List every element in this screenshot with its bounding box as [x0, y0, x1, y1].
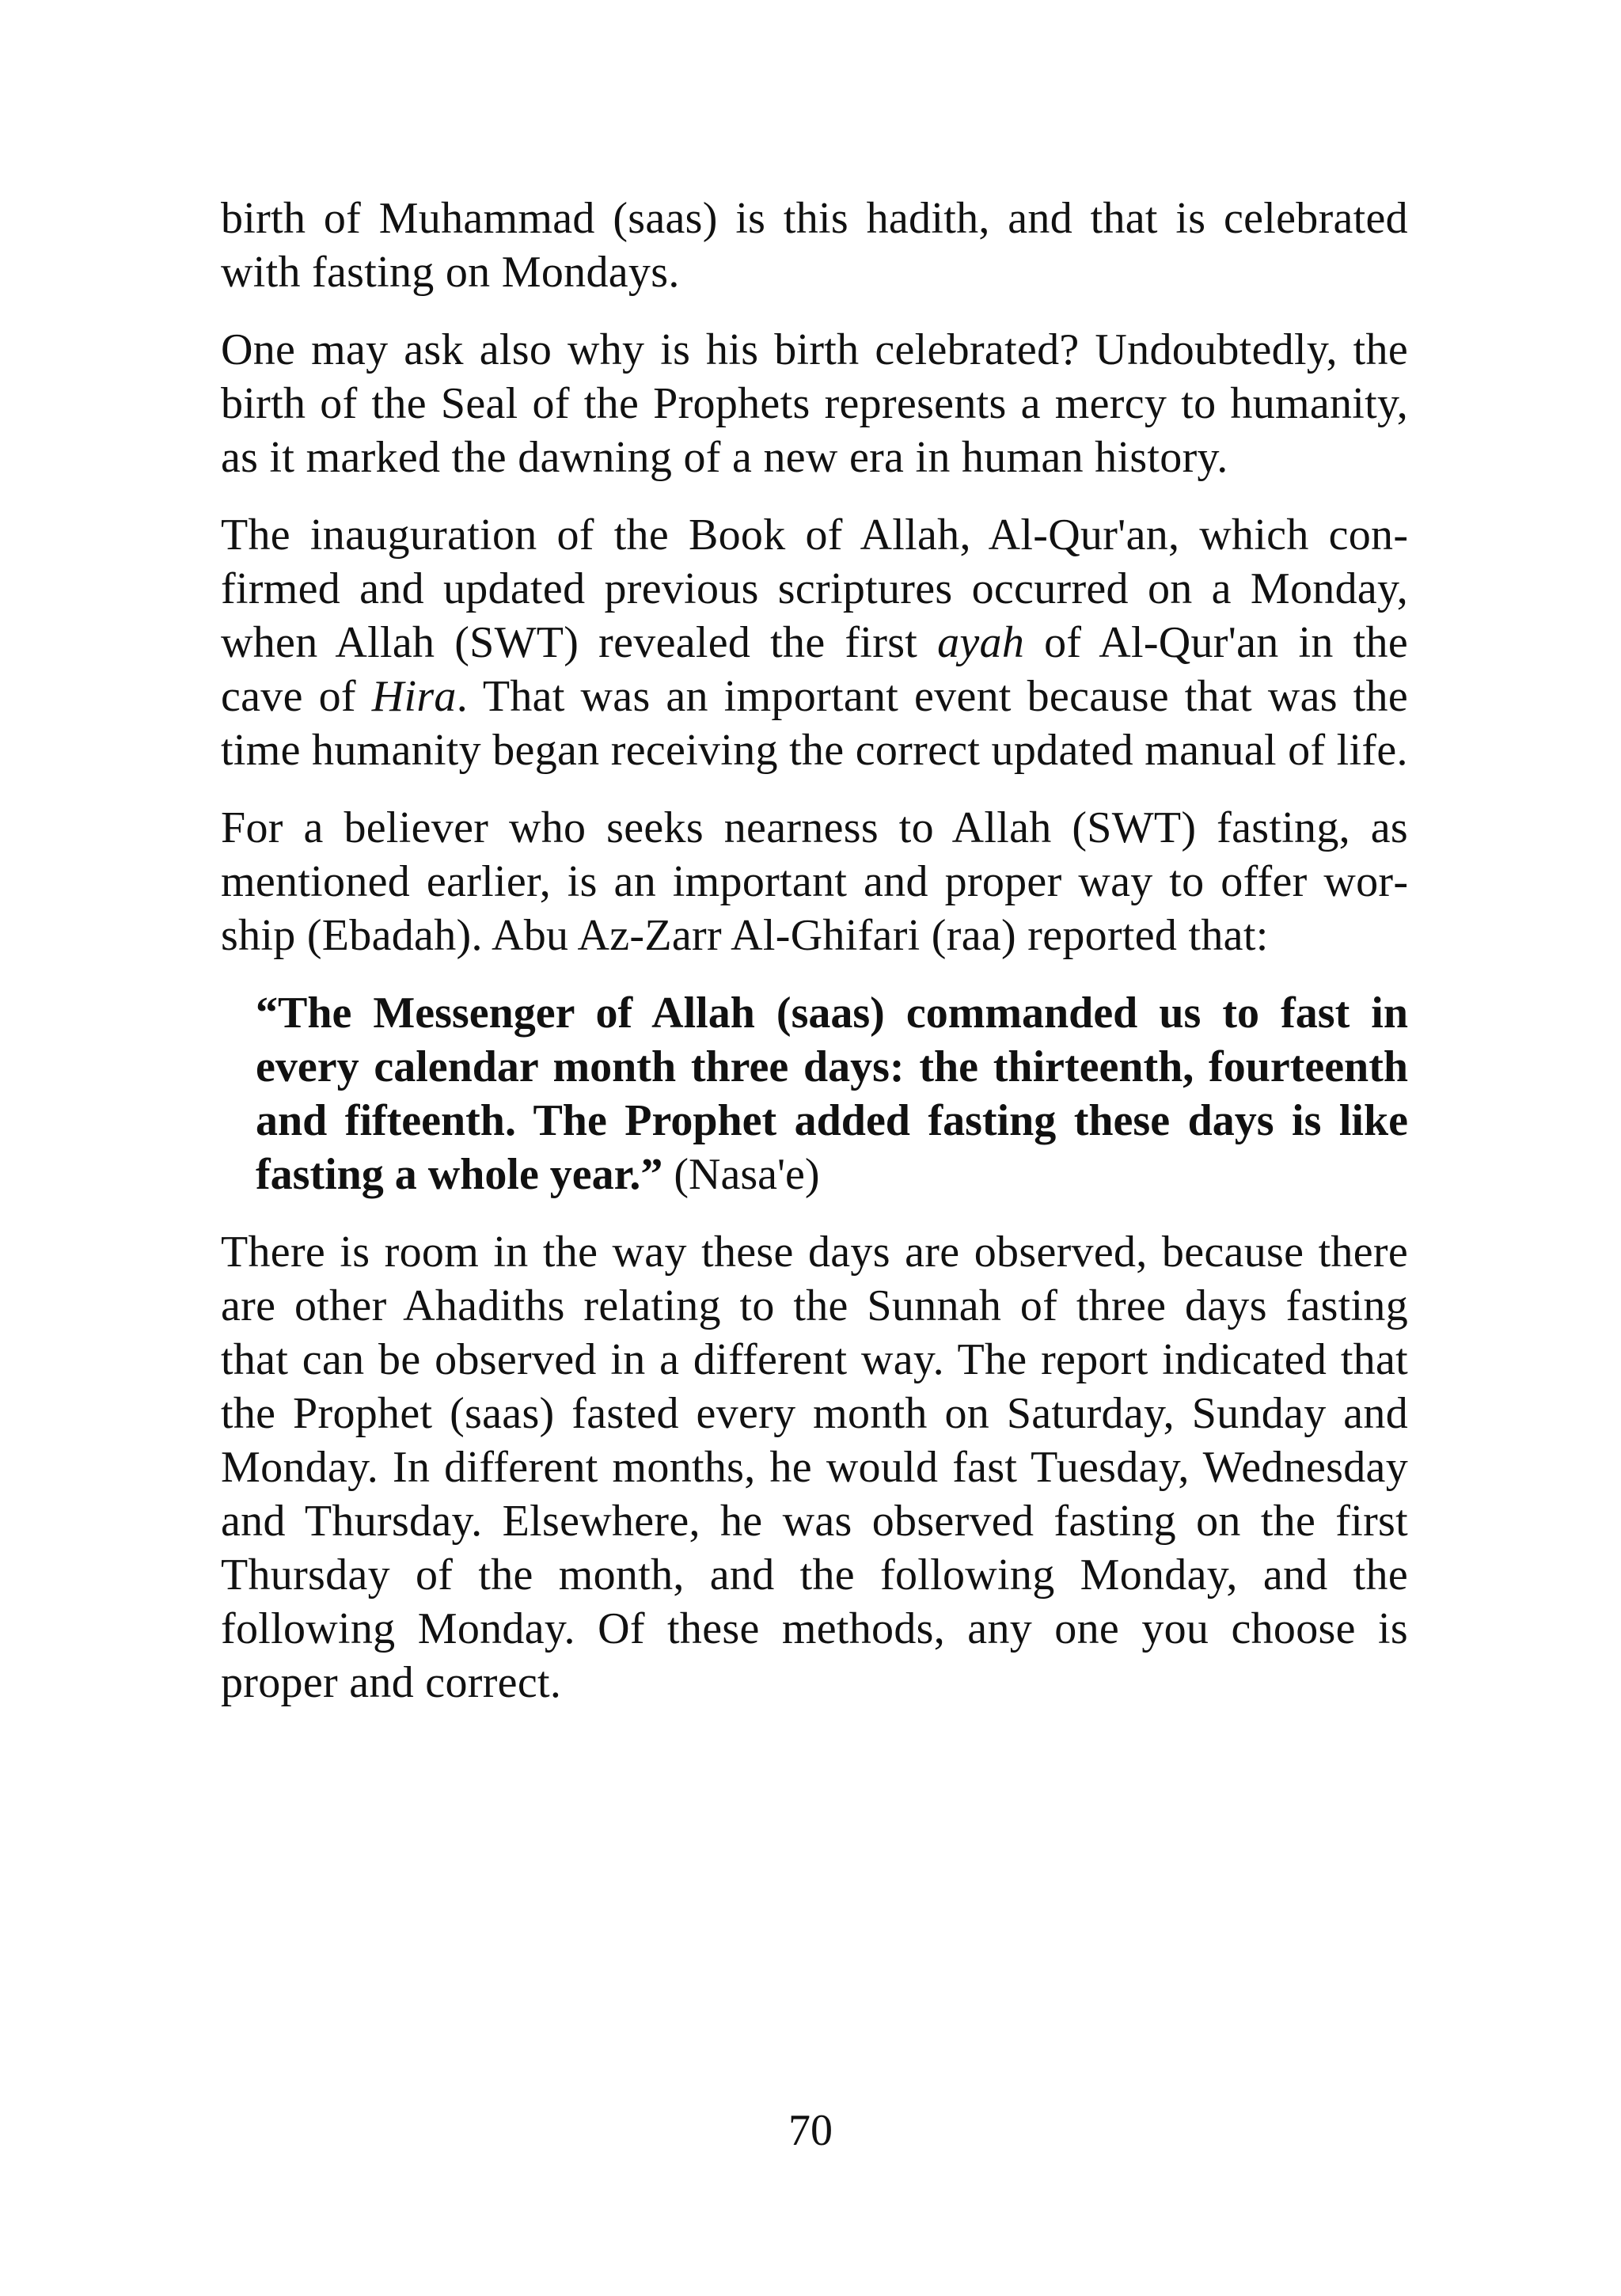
- paragraph-three-days-fasting: There is room in the way these days are observed, because there are other Ahadiths relating to the Sunnah of three days fasting that can be observed in a different way. The report indicated that the Prophet (saas) fasted every month on Saturday, Sunday and Monday. In different months, he would fast Tuesday, Wednesday and Thursday. Elsewhere, he was observed fasting on the first Thursday of the month, and the following Monday, and the following Monday. Of these methods, any one you choose is proper and correct.: [221, 1228, 1408, 1707]
- paragraph-text-segment: The inauguration of the Book of Allah, Al-Qur'an, which confirmed and updated previous scriptures occurred on a Monday, when Allah (SWT) revealed the first: [221, 510, 1408, 667]
- italic-term-ayah: ayah: [937, 618, 1025, 667]
- hadith-quote-source: (Nasa'e): [662, 1150, 820, 1199]
- page-number: 70: [788, 2106, 833, 2155]
- paragraph-text-segment: . That was an important event because that was the time humanity began receiving the correct updated manual of life.: [221, 672, 1408, 775]
- hadith-quote-text: “The Messenger of Allah (saas) commanded us to fast in every calendar month three days: the thirteenth, fourteenth and fifteenth. The Prophet added fasting these days is like fasting a whole year.”: [256, 989, 1408, 1199]
- hadith-quote: [221, 986, 1408, 1201]
- paragraph-birth-celebration: birth of Muhammad (saas) is this hadith, and that is celebrated with fasting on Mondays.: [221, 194, 1408, 297]
- paragraph-fasting-worship: For a believer who seeks nearness to Allah (SWT) fasting, as mentioned earlier, is an important and proper way to offer worship (Ebadah). Abu Az-Zarr Al-Ghifari (raa) reported that:: [221, 803, 1408, 960]
- paragraph-why-celebrated: One may ask also why is his birth celebrated? Undoubtedly, the birth of the Seal of the Prophets represents a mercy to humanity, as it marked the dawning of a new era in human history.: [221, 325, 1408, 482]
- italic-term-hira: Hira: [371, 672, 457, 721]
- paragraph-quran-inauguration: [221, 508, 1408, 777]
- paragraph-text-segment: of Al-Qur'an in the cave of: [221, 618, 1408, 721]
- page-body: [221, 192, 1408, 1733]
